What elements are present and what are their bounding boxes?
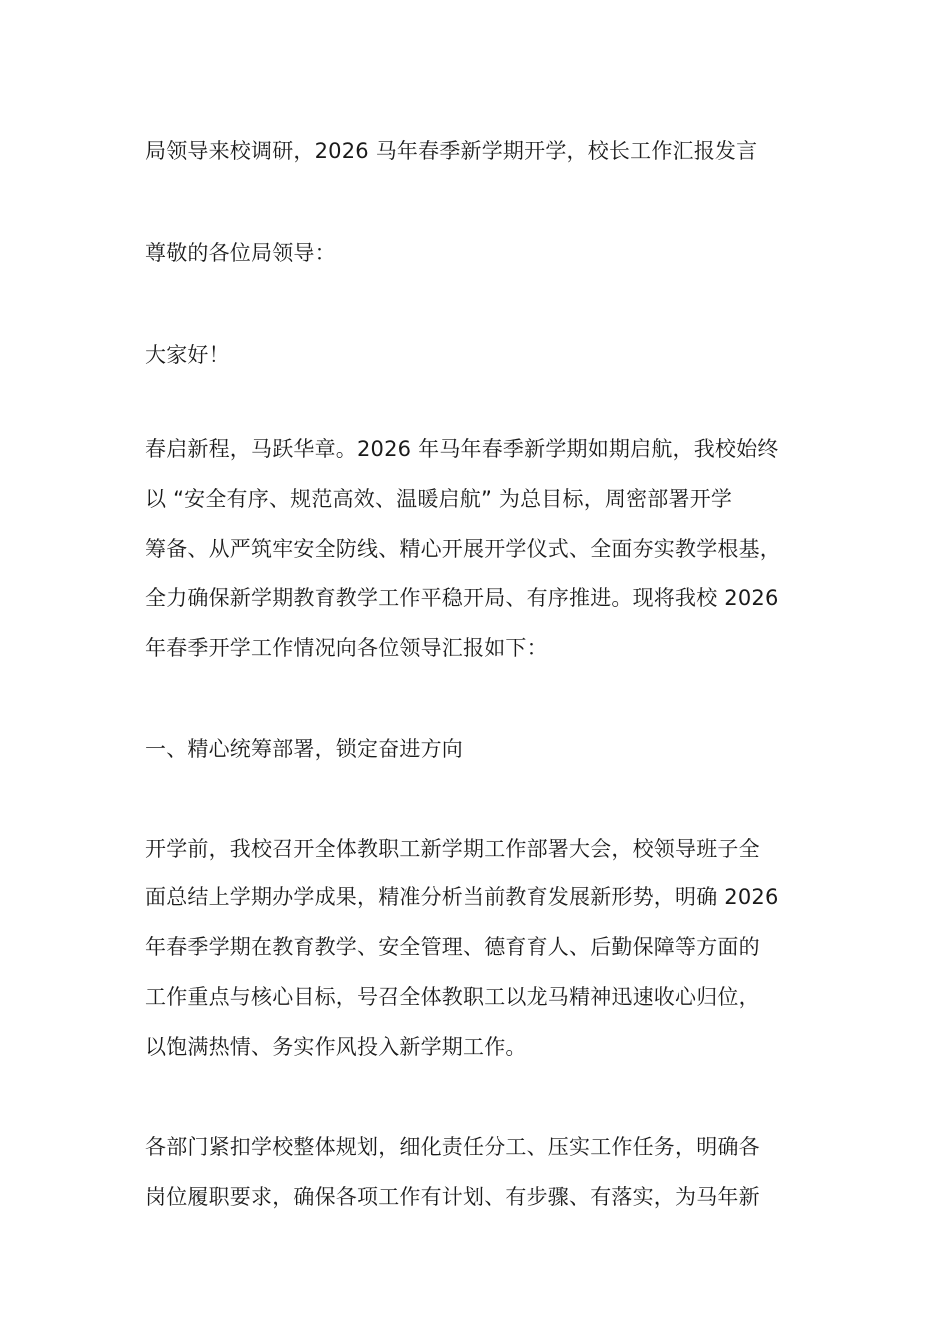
intro-line: 年春季开学工作情况向各位领导汇报如下： xyxy=(145,636,548,660)
paragraph-line: 工作重点与核心目标，号召全体教职工以龙马精神迅速收心归位， xyxy=(145,985,760,1009)
intro-line: 以 “安全有序、规范高效、温暖启航” 为总目标，周密部署开学 xyxy=(145,487,733,511)
intro-line: 春启新程，马跃华章。2026 年马年春季新学期如期启航，我校始终 xyxy=(145,437,779,461)
paragraph-line: 面总结上学期办学成果，精准分析当前教育发展新形势，明确 2026 xyxy=(145,885,779,909)
paragraph-line: 岗位履职要求，确保各项工作有计划、有步骤、有落实，为马年新 xyxy=(145,1185,760,1209)
greeting: 大家好！ xyxy=(145,343,230,367)
salutation: 尊敬的各位局领导： xyxy=(145,241,336,265)
document-title: 局领导来校调研，2026 马年春季新学期开学，校长工作汇报发言 xyxy=(145,139,758,163)
intro-line: 全力确保新学期教育教学工作平稳开局、有序推进。现将我校 2026 xyxy=(145,586,779,610)
paragraph-line: 开学前，我校召开全体教职工新学期工作部署大会，校领导班子全 xyxy=(145,837,760,861)
paragraph-line: 各部门紧扣学校整体规划，细化责任分工、压实工作任务，明确各 xyxy=(145,1135,760,1159)
paragraph-line: 年春季学期在教育教学、安全管理、德育育人、后勤保障等方面的 xyxy=(145,935,760,959)
paragraph-line: 以饱满热情、务实作风投入新学期工作。 xyxy=(145,1035,527,1059)
section-heading: 一、精心统筹部署，锁定奋进方向 xyxy=(145,737,463,761)
intro-line: 筹备、从严筑牢安全防线、精心开展开学仪式、全面夯实教学根基， xyxy=(145,537,781,561)
